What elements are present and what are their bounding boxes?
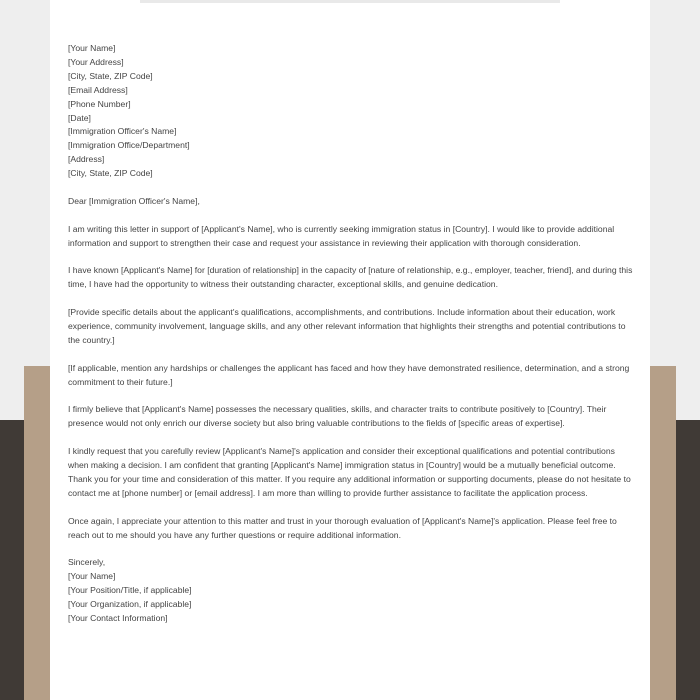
letter-body (68, 42, 634, 626)
closing-line: [Your Contact Information] (68, 613, 168, 624)
paragraph: Thank you for your time and consideration of this matter. If you require any additional information or supporting documents, please do not hesitate to contact me at [phone number] or [email address]. I am more than willing to provide further assistance to facilitate the application process. (68, 473, 631, 498)
recipient-line: [Immigration Officer's Name] (68, 126, 177, 137)
closing-line: [Your Position/Title, if applicable] (68, 585, 192, 596)
sender-line: [Phone Number] (68, 98, 131, 109)
paragraph: I have known [Applicant's Name] for [duration of relationship] in the capacity of [nature of relationship, e.g., employer, teacher, friend], and during this time, I have had the opportunity to witness their outstanding character, exceptional skills, and genuine dedication. (68, 265, 633, 290)
paragraph: Once again, I appreciate your attention to this matter and trust in your thorough evaluation of [Applicant's Name]'s application. Please feel free to reach out to me should you have any further questions or require additional information. (68, 515, 617, 540)
closing-line: Sincerely, (68, 557, 106, 568)
sender-line: [Your Address] (68, 56, 124, 67)
background-tan-band-right (650, 366, 676, 700)
background-tan-band-left (24, 366, 50, 700)
sender-address-block (68, 42, 634, 181)
paragraph: [If applicable, mention any hardships or challenges the applicant has faced and how they have demonstrated resilience, determination, and a strong commitment to their future.] (68, 362, 630, 387)
paragraph: I firmly believe that [Applicant's Name] possesses the necessary qualities, skills, and character traits to contribute positively to [Country]. Their presence would not only enrich our diverse society but also bring valuable contributions to the fields of [specific areas of expertise]. (68, 404, 607, 429)
sender-line: [Date] (68, 112, 91, 123)
closing-block (68, 556, 634, 626)
closing-line: [Your Organization, if applicable] (68, 599, 192, 610)
sender-line: [Your Name] (68, 43, 116, 53)
header-rule (140, 0, 560, 3)
paragraph: I kindly request that you carefully review [Applicant's Name]'s application and consider their exceptional qualifications and potential contributions when making a decision. I am confident that granting [Applicant's Name] immigration status in [Country] would be a mutually beneficial outcome. (68, 446, 616, 471)
sender-line: [Email Address] (68, 84, 128, 95)
recipient-line: [Immigration Office/Department] (68, 140, 190, 151)
paragraph: [Provide specific details about the applicant's qualifications, accomplishments, and contributions. Include information about their education, work experience, community involvement, language skills, and any other relevant information that highlights their strengths and potential contributions to the country.] (68, 307, 626, 345)
paragraph: I am writing this letter in support of [Applicant's Name], who is currently seeking immigration status in [Country]. I would like to provide additional information and support to strengthen their case and request your assistance in reviewing their application with thorough consideration. (68, 223, 615, 248)
salutation: Dear [Immigration Officer's Name], (68, 195, 200, 206)
recipient-line: [Address] (68, 154, 105, 165)
closing-line: [Your Name] (68, 571, 116, 582)
sender-line: [City, State, ZIP Code] (68, 70, 153, 81)
recipient-line: [City, State, ZIP Code] (68, 168, 153, 179)
